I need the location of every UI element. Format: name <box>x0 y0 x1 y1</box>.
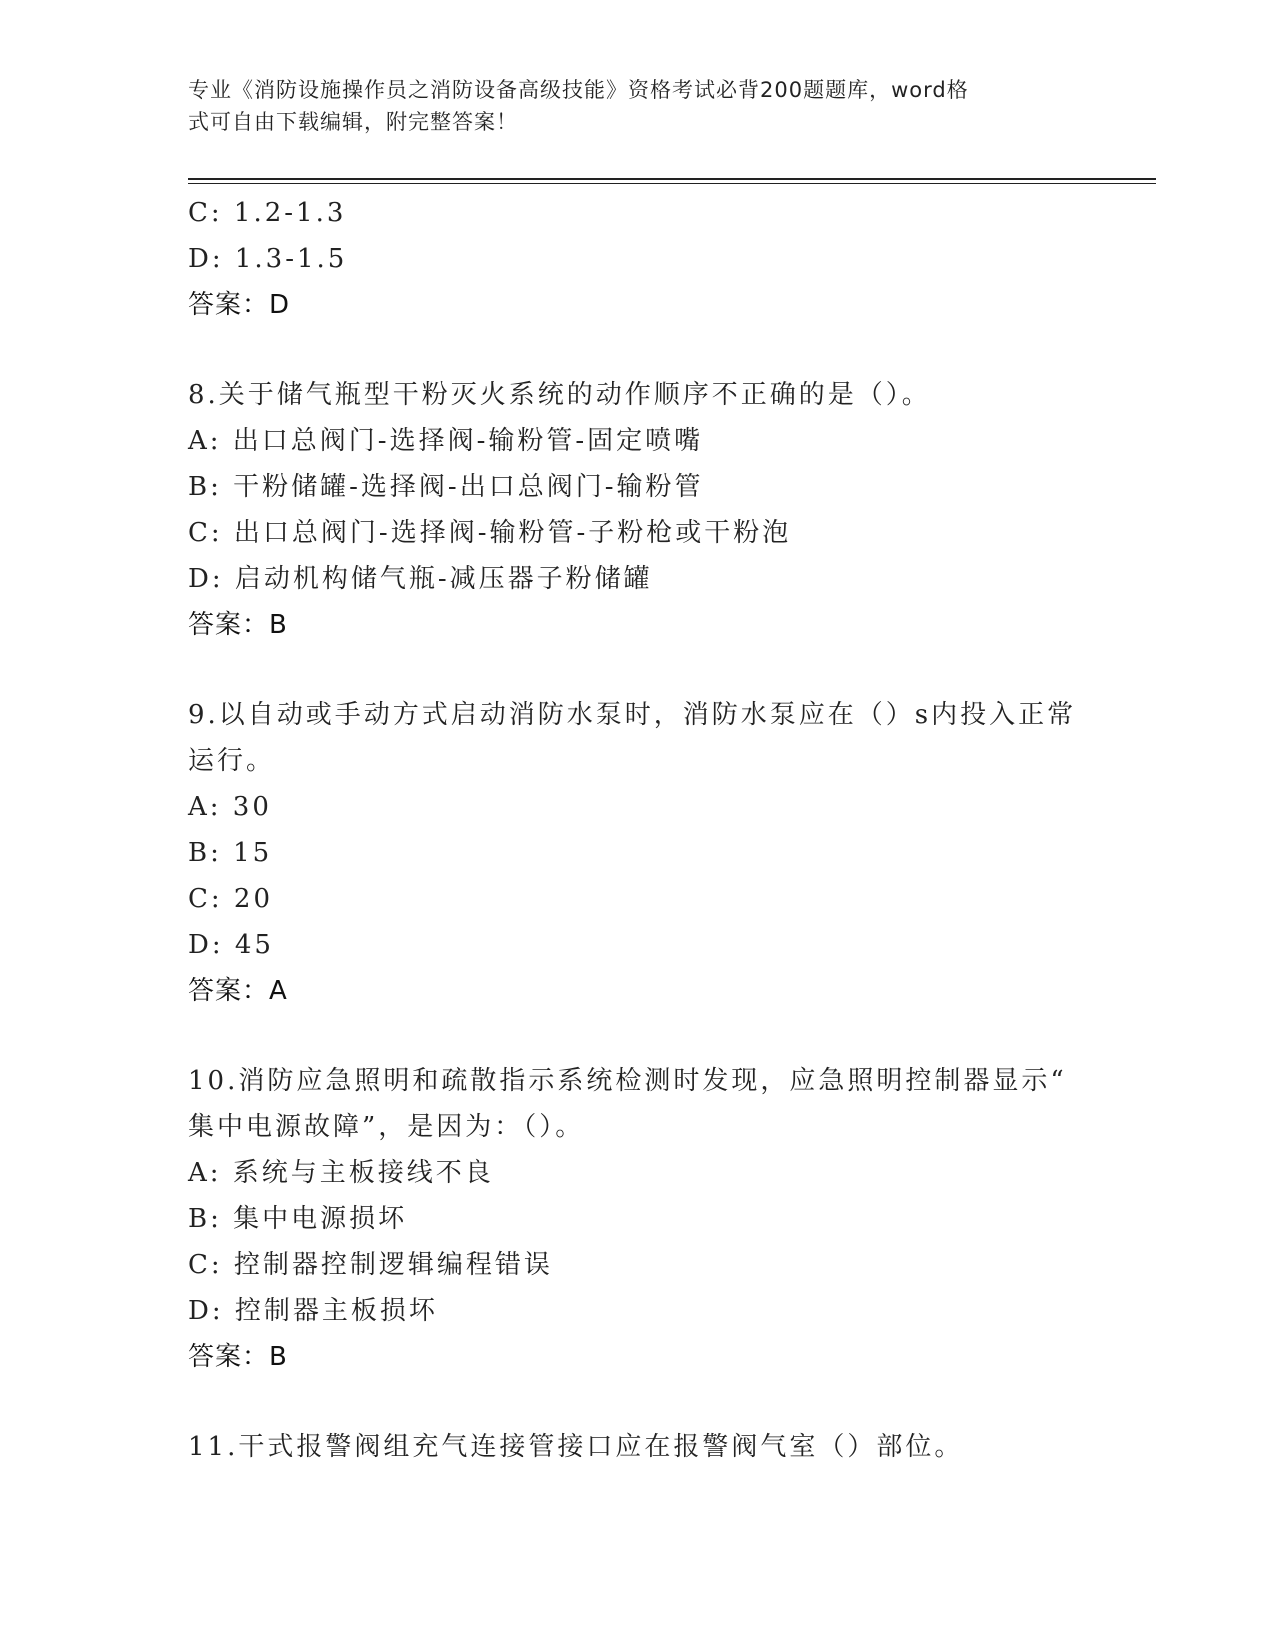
option-a: A: 出口总阀门-选择阀-输粉管-固定喷嘴 <box>188 426 704 456</box>
header-title-line-2: 式可自由下载编辑，附完整答案！ <box>188 110 518 134</box>
option-c: C: 20 <box>188 884 274 914</box>
question-stem-line-1: 9.以自动或手动方式启动消防水泵时，消防水泵应在（）s内投入正常 <box>188 700 1077 730</box>
spacer <box>188 648 1088 692</box>
question-stem-line-2: 集中电源故障”，是因为：（）。 <box>188 1112 585 1142</box>
spacer <box>188 1014 1088 1058</box>
question-7-continued <box>188 190 1088 328</box>
spacer <box>188 328 1088 372</box>
option-d: D: 启动机构储气瓶-减压器子粉储罐 <box>188 564 653 594</box>
option-d: D: 1.3-1.5 <box>188 244 348 274</box>
question-11 <box>188 1424 1088 1470</box>
option-c: C: 出口总阀门-选择阀-输粉管-子粉枪或干粉泡 <box>188 518 792 548</box>
answer-line: 答案：B <box>188 1342 288 1372</box>
option-b: B: 干粉储罐-选择阀-出口总阀门-输粉管 <box>188 472 704 502</box>
question-9 <box>188 692 1088 1014</box>
question-8 <box>188 372 1088 648</box>
option-d: D: 控制器主板损坏 <box>188 1296 438 1326</box>
option-a: A: 系统与主板接线不良 <box>188 1158 494 1188</box>
question-stem-line-1: 10.消防应急照明和疏散指示系统检测时发现，应急照明控制器显示“ <box>188 1066 1067 1096</box>
question-stem: 8.关于储气瓶型干粉灭火系统的动作顺序不正确的是（）。 <box>188 380 931 410</box>
header-divider-thin <box>188 183 1156 184</box>
option-b: B: 15 <box>188 838 273 868</box>
header-title-line-1: 专业《消防设施操作员之消防设备高级技能》资格考试必背200题题库，word格 <box>188 78 969 102</box>
option-d: D: 45 <box>188 930 274 960</box>
question-stem-line-2: 运行。 <box>188 746 276 776</box>
answer-line: 答案：B <box>188 610 288 640</box>
answer-line: 答案：D <box>188 290 291 320</box>
question-content <box>188 190 1088 1470</box>
option-b: B: 集中电源损坏 <box>188 1204 408 1234</box>
option-a: A: 30 <box>188 792 272 822</box>
spacer <box>188 1380 1088 1424</box>
document-header <box>188 74 1068 138</box>
answer-line: 答案：A <box>188 976 288 1006</box>
option-c: C: 控制器控制逻辑编程错误 <box>188 1250 553 1280</box>
header-divider-thick <box>188 178 1156 180</box>
option-c: C: 1.2-1.3 <box>188 198 347 228</box>
question-stem: 11.干式报警阀组充气连接管接口应在报警阀气室（）部位。 <box>188 1432 964 1462</box>
question-10 <box>188 1058 1088 1380</box>
